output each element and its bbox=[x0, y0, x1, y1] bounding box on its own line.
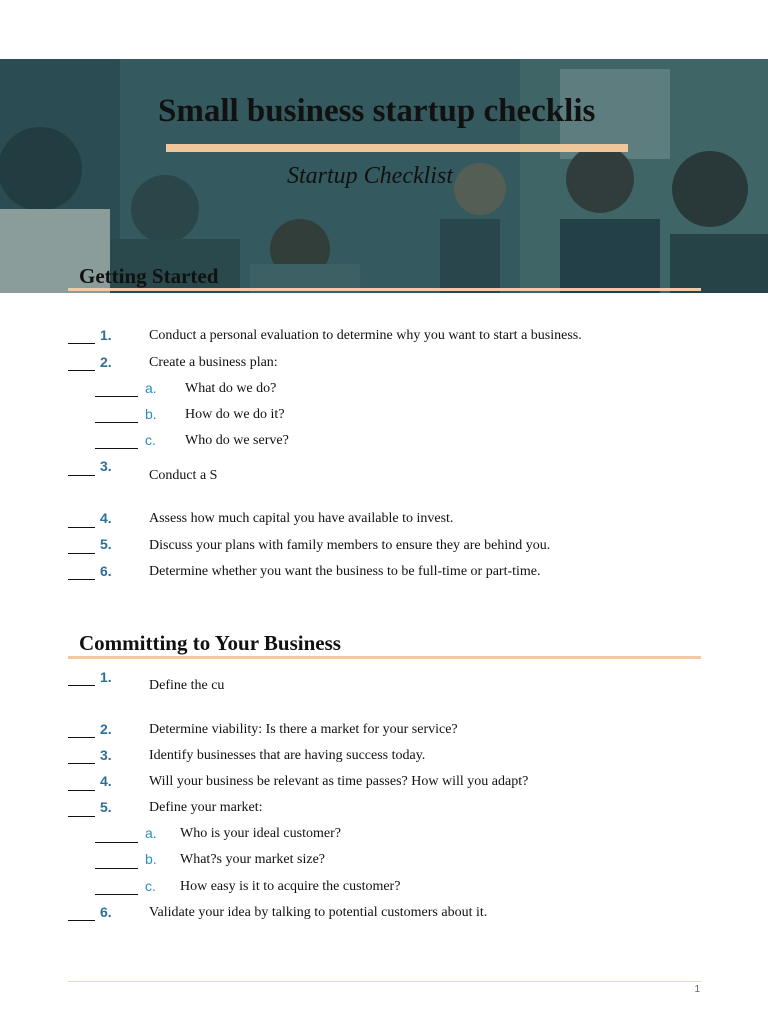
subitem-letter: a. bbox=[145, 825, 157, 841]
checklist-item bbox=[0, 799, 768, 823]
checklist-item bbox=[0, 536, 768, 560]
item-text: Conduct a S bbox=[149, 468, 218, 483]
subitem-letter: c. bbox=[145, 432, 156, 448]
subitem-text: Who is your ideal customer? bbox=[180, 826, 341, 841]
document-title: Small business startup checklis bbox=[158, 93, 596, 129]
checklist-subitem bbox=[0, 851, 768, 875]
checklist-item bbox=[0, 668, 768, 698]
checklist-subitem bbox=[0, 380, 768, 404]
checkbox-blank[interactable] bbox=[95, 422, 138, 423]
checkbox-blank[interactable] bbox=[95, 448, 138, 449]
item-number: 1. bbox=[100, 327, 112, 343]
checklist-item bbox=[0, 904, 768, 928]
checkbox-blank[interactable] bbox=[68, 816, 95, 817]
checkbox-blank[interactable] bbox=[68, 475, 95, 476]
checklist-item bbox=[0, 510, 768, 534]
checkbox-blank[interactable] bbox=[68, 527, 95, 528]
checklist-item bbox=[0, 327, 768, 351]
item-text: Validate your idea by talking to potential customers about it. bbox=[149, 905, 488, 920]
item-text: Identify businesses that are having success today. bbox=[149, 748, 426, 763]
checkbox-blank[interactable] bbox=[95, 842, 138, 843]
checkbox-blank[interactable] bbox=[68, 685, 95, 686]
checklist-item bbox=[0, 354, 768, 378]
checkbox-blank[interactable] bbox=[95, 396, 138, 397]
item-number: 5. bbox=[100, 799, 112, 815]
subitem-text: Who do we serve? bbox=[185, 433, 289, 448]
item-number: 3. bbox=[100, 747, 112, 763]
item-text: Assess how much capital you have available to invest. bbox=[149, 511, 454, 526]
checklist-subitem bbox=[0, 406, 768, 430]
item-text: Determine whether you want the business to be full-time or part-time. bbox=[149, 564, 541, 579]
checkbox-blank[interactable] bbox=[95, 894, 138, 895]
item-number: 2. bbox=[100, 354, 112, 370]
section-title-getting-started: Getting Started bbox=[79, 264, 219, 288]
item-text: Will your business be relevant as time passes? How will you adapt? bbox=[149, 774, 529, 789]
checklist-item bbox=[0, 721, 768, 745]
section-divider bbox=[68, 656, 701, 659]
subitem-text: How do we do it? bbox=[185, 407, 285, 422]
checkbox-blank[interactable] bbox=[68, 920, 95, 921]
item-text: Create a business plan: bbox=[149, 355, 278, 370]
checklist-subitem bbox=[0, 432, 768, 456]
item-number: 4. bbox=[100, 773, 112, 789]
item-number: 1. bbox=[100, 669, 112, 685]
subitem-text: What do we do? bbox=[185, 381, 277, 396]
subitem-text: What?s your market size? bbox=[180, 852, 325, 867]
subitem-letter: b. bbox=[145, 851, 157, 867]
item-text: Define your market: bbox=[149, 800, 263, 815]
item-number: 6. bbox=[100, 904, 112, 920]
item-number: 3. bbox=[100, 458, 112, 474]
item-text: Define the cu bbox=[149, 678, 225, 693]
checkbox-blank[interactable] bbox=[95, 868, 138, 869]
footer-divider bbox=[68, 981, 701, 982]
item-text: Discuss your plans with family members to ensure they are behind you. bbox=[149, 538, 551, 553]
item-text: Determine viability: Is there a market for your service? bbox=[149, 722, 458, 737]
subitem-letter: c. bbox=[145, 878, 156, 894]
title-underline bbox=[166, 144, 628, 152]
section-title-committing: Committing to Your Business bbox=[79, 631, 341, 655]
checkbox-blank[interactable] bbox=[68, 790, 95, 791]
checklist-subitem bbox=[0, 825, 768, 849]
subitem-letter: a. bbox=[145, 380, 157, 396]
checklist-subitem bbox=[0, 878, 768, 902]
item-text: Conduct a personal evaluation to determine why you want to start a business. bbox=[149, 328, 582, 343]
section-divider bbox=[68, 288, 701, 291]
page-number: 1 bbox=[694, 984, 700, 995]
checkbox-blank[interactable] bbox=[68, 737, 95, 738]
checkbox-blank[interactable] bbox=[68, 579, 95, 580]
checkbox-blank[interactable] bbox=[68, 370, 95, 371]
item-number: 2. bbox=[100, 721, 112, 737]
checklist-item bbox=[0, 563, 768, 587]
checklist-item bbox=[0, 458, 768, 488]
checklist-item bbox=[0, 747, 768, 771]
checkbox-blank[interactable] bbox=[68, 763, 95, 764]
item-number: 5. bbox=[100, 536, 112, 552]
document-subtitle: Startup Checklist bbox=[287, 163, 453, 189]
subitem-text: How easy is it to acquire the customer? bbox=[180, 879, 401, 894]
item-number: 6. bbox=[100, 563, 112, 579]
checklist-item bbox=[0, 773, 768, 797]
item-number: 4. bbox=[100, 510, 112, 526]
checkbox-blank[interactable] bbox=[68, 343, 95, 344]
subitem-letter: b. bbox=[145, 406, 157, 422]
checkbox-blank[interactable] bbox=[68, 553, 95, 554]
